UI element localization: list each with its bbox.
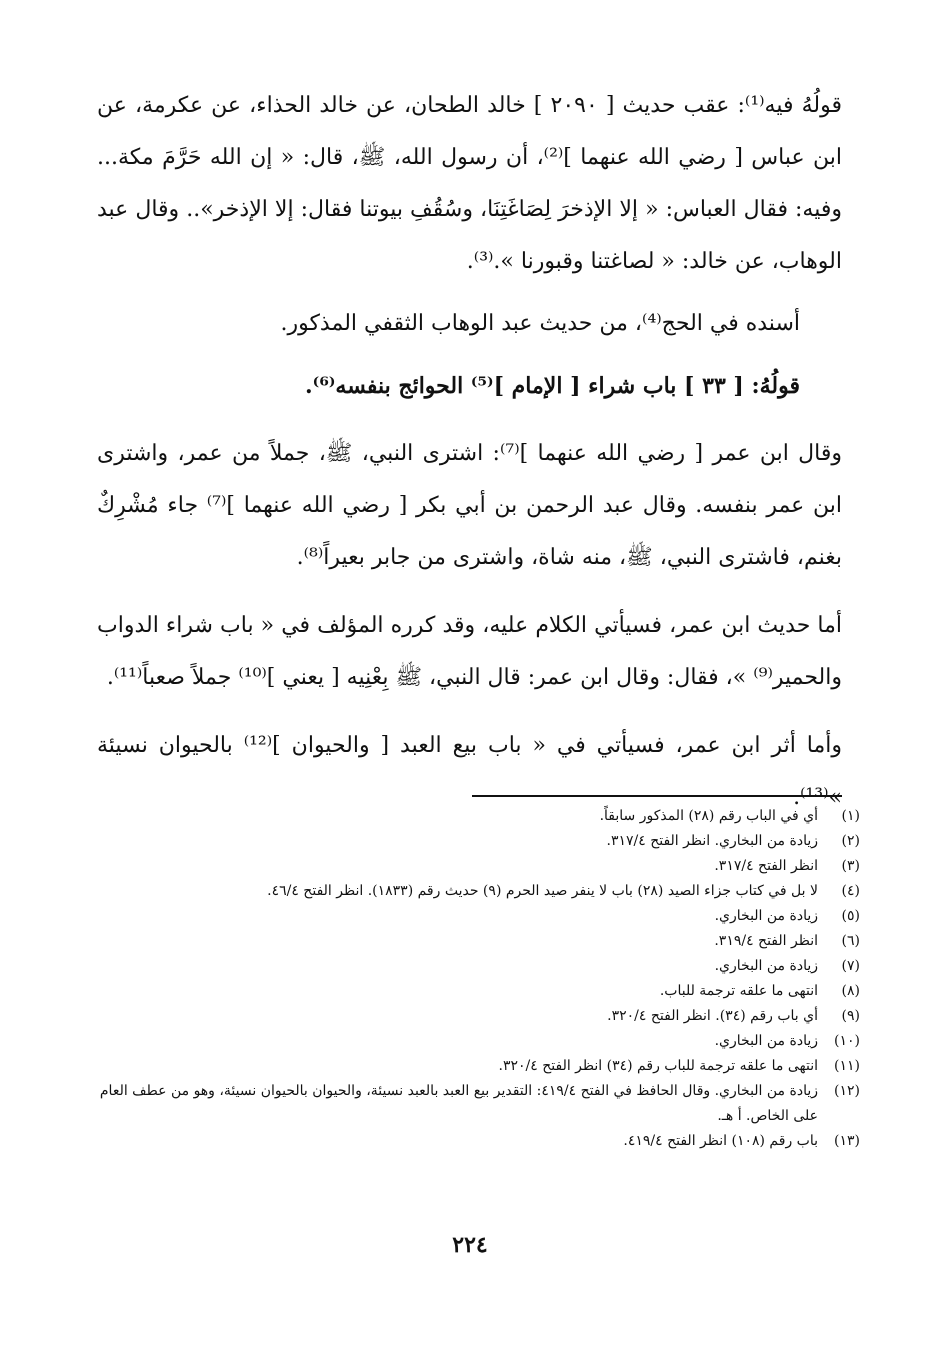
footnote-text: أي في الباب رقم (٢٨) المذكور سابقاً.	[599, 808, 818, 824]
footnote-text: أي باب رقم (٣٤). انظر الفتح ٣٢٠/٤.	[607, 1008, 818, 1024]
footnote-number: (٦)	[841, 933, 860, 949]
footnote-text: انظر الفتح ٣١٧/٤.	[714, 858, 818, 874]
footnote-text: انتهى ما علقه ترجمة للباب رقم (٣٤) انظر الفتح ٣٢٠/٤.	[498, 1058, 818, 1074]
paragraph-3: وقال ابن عمر [ رضي الله عنهما ]⁽⁷⁾: اشترى النبي، ﷺ، جملاً من عمر، واشترى ابن عمر بنفسه. وقال عبد الرحمن بن أبي بكر [ رضي الله عنهما ]⁽⁷⁾ جاء مُشْرِكٌ بغنم، فاشترى النبي، ﷺ، منه شاة، واشترى من جابر بعيراً⁽⁸⁾.	[97, 441, 843, 570]
footnote-number: (٥)	[841, 908, 860, 924]
footnote-item	[80, 1004, 860, 1029]
footnote-text: زيادة من البخاري. انظر الفتح ٣١٧/٤.	[606, 833, 818, 849]
footnote-number: (٤)	[841, 883, 860, 899]
footnote-number: (٢)	[841, 833, 860, 849]
footnote-number: (٨)	[841, 983, 860, 999]
footnote-number: (١٠)	[834, 1033, 860, 1049]
footnote-number: (١٢)	[834, 1083, 860, 1099]
footnote-text: انتهى ما علقه ترجمة للباب.	[659, 983, 818, 999]
paragraph-1: قولُهُ فيه⁽¹⁾: عقب حديث [ ٢٠٩٠ ] خالد الطحان، عن خالد الحذاء، عن عكرمة، عن ابن عباس [ رضي الله عنهما ]⁽²⁾، أن رسول الله، ﷺ، قال: « إن الله حَرَّمَ مكة... وفيه: فقال العباس: « إلا الإذخرَ لِصَاغَتِنَا، وسُقُفِ بيوتنا فقال: إلا الإذخر».. وقال عبد الوهاب، عن خالد: « لصاغتنا وقبورنا ».⁽³⁾.	[97, 93, 842, 274]
footnote-text: زيادة من البخاري. وقال الحافظ في الفتح ٤١٩/٤: التقدير بيع العبد بالعبد نسيئة، والحيوان بالحيوان نسيئة، وهو من عطف العام على الخاص. أ هـ.	[99, 1083, 818, 1124]
footnote-text: لا بل في كتاب جزاء الصيد (٢٨) باب لا ينفر صيد الحرم (٩) حديث رقم (١٨٣٣). انظر الفتح ٤٦/٤.	[267, 883, 818, 899]
footnote-number: (١)	[841, 808, 860, 824]
footnote-text: زيادة من البخاري.	[714, 1033, 818, 1049]
chapter-heading: قولُهُ: [ ٣٣ ] باب شراء [ الإمام ]⁽⁵⁾ الحوائج بنفسه⁽⁶⁾.	[304, 373, 800, 399]
paragraph-2: أسنده في الحج⁽⁴⁾، من حديث عبد الوهاب الثقفي المذكور.	[280, 311, 800, 336]
footnote-number: (٣)	[841, 858, 860, 874]
footnote-item	[80, 954, 860, 979]
footnote-text: باب رقم (١٠٨) انظر الفتح ٤١٩/٤.	[623, 1133, 818, 1149]
footnote-separator	[472, 795, 842, 797]
footnote-number: (١١)	[834, 1058, 860, 1074]
footnotes	[80, 804, 860, 1154]
footnote-item	[80, 1029, 860, 1054]
footnote-number: (٩)	[841, 1008, 860, 1024]
footnote-number: (١٣)	[834, 1133, 860, 1149]
footnote-text: زيادة من البخاري.	[714, 958, 818, 974]
footnote-item	[80, 929, 860, 954]
footnote-text: انظر الفتح ٣١٩/٤.	[714, 933, 818, 949]
footnote-item	[80, 1054, 860, 1079]
footnote-item	[80, 829, 860, 854]
paragraph-4: أما حديث ابن عمر، فسيأتي الكلام عليه، وقد كرره المؤلف في « باب شراء الدواب والحمير⁽⁹⁾ »، فقال: وقال ابن عمر: قال النبي، ﷺ بِعْنِيه [ يعني ]⁽¹⁰⁾ جملاً صعباً⁽¹¹⁾.	[97, 613, 842, 690]
page-number: ٢٢٤	[452, 1232, 488, 1258]
footnote-item	[80, 979, 860, 1004]
footnote-item	[80, 854, 860, 879]
footnote-item	[80, 879, 860, 904]
paragraph-5: وأما أثر ابن عمر، فسيأتي في « باب بيع العبد [ والحيوان ]⁽¹²⁾ بالحيوان نسيئة »⁽¹³⁾.	[97, 733, 842, 810]
footnote-item	[80, 1079, 860, 1129]
footnote-item	[80, 1129, 860, 1154]
footnote-item	[80, 804, 860, 829]
main-text	[97, 80, 842, 834]
footnote-item	[80, 904, 860, 929]
footnote-text: زيادة من البخاري.	[714, 908, 818, 924]
footnote-number: (٧)	[841, 958, 860, 974]
